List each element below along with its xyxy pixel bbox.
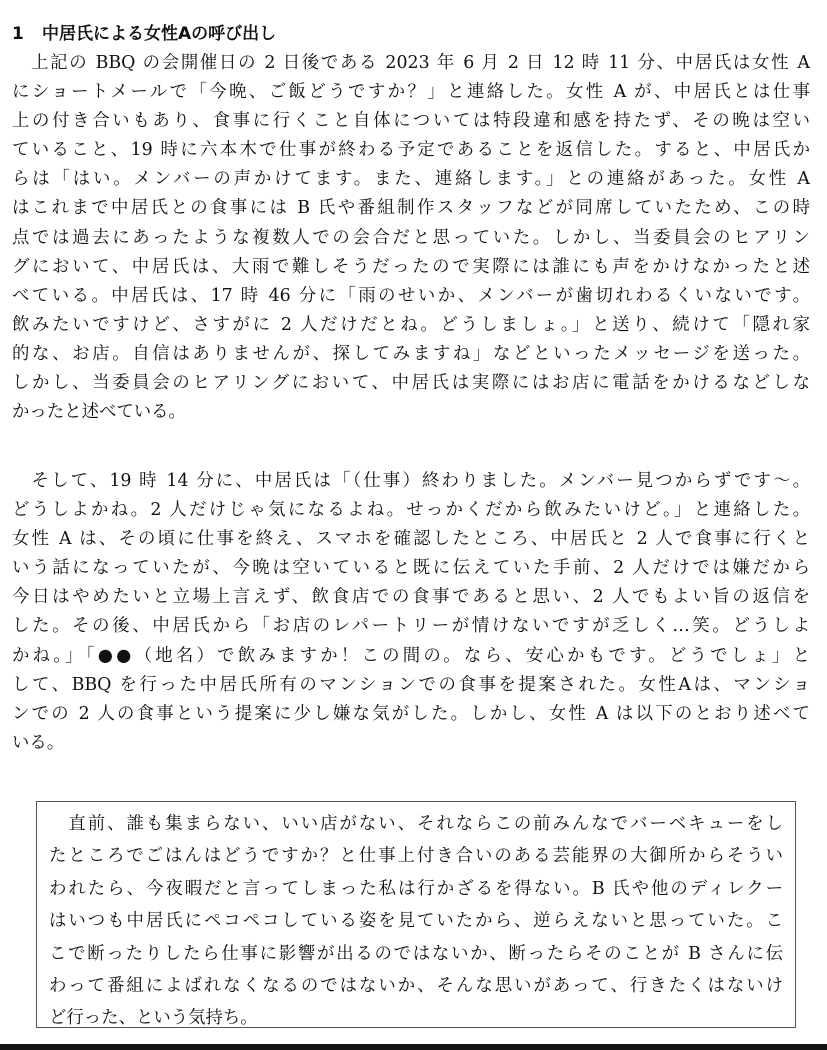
- paragraph-line: グにおいて、中居氏は、大雨で難しそうだったので実際には誰にも声をかけなかったと述: [12, 256, 810, 277]
- bottom-edge-bar: [0, 1044, 827, 1050]
- section-heading: [12, 21, 276, 47]
- paragraph-line: らは「はい。メンバーの声かけてます。また、連絡します。」との連絡があった。女性 A: [12, 169, 810, 190]
- paragraph-line: 今日はやめたいと立場上言えず、飲食店での食事であると思い、2 人でもよい旨の返信を: [12, 587, 810, 608]
- paragraph-line: 飲みたいですけど、さすがに 2 人だけだとね。どうしましょ。」と送り、続けて「隠れ家: [12, 314, 810, 335]
- paragraph-line: 上記の BBQ の会開催日の 2 日後である 2023 年 6 月 2 日 12 時 11 分、中居氏は女性 A: [12, 53, 810, 73]
- paragraph-line: かね。」「●●（地名）で飲みますか！この間の。なら、安心かもです。どうでしょ」と: [12, 645, 810, 666]
- paragraph-line: 的な、お店。自信はありませんが、探してみますね」などといったメッセージを送った。: [12, 343, 810, 364]
- paragraph-line: 上の付き合いもあり、食事に行くこと自体については特段違和感を持たず、その晩は空い: [12, 111, 810, 132]
- paragraph-line: 点では過去にあったような複数人での会合だと思っていた。しかし、当委員会のヒアリン: [12, 227, 810, 248]
- quote-line: わって番組によばれなくなるのではないか、そんな思いがあって、行きたくはないけ: [49, 975, 783, 996]
- quote-line: こで断ったりしたら仕事に影響が出るのではないか、断ったらそのことが B さんに伝: [49, 943, 783, 964]
- paragraph-line: しかし、当委員会のヒアリングにおいて、中居氏は実際にはお店に電話をかけるなどしな: [12, 373, 810, 394]
- quote-line: 直前、誰も集まらない、いい店がない、それならこの前みんなでバーベキューをし: [49, 814, 783, 834]
- paragraph-line: いう話になっていたが、今晩は空いていると既に伝えていた手前、2 人だけでは嫌だから: [12, 558, 810, 579]
- section-title: 中居氏による女性Aの呼び出し: [42, 24, 277, 44]
- paragraph-line: ていること、19 時に六本木で仕事が終わる予定であることを返信した。すると、中居氏か: [12, 140, 810, 161]
- quote-line: ど行った、という気持ち。: [49, 1008, 258, 1029]
- paragraph-line: どうしよかね。2 人だけじゃ気になるよね。せっかくだから飲みたいけど。」と連絡した。: [12, 500, 810, 521]
- paragraph-line: して、BBQ を行った中居氏所有のマンションでの食事を提案された。女性Aは、マンショ: [12, 674, 810, 695]
- paragraph-line: にショートメールで「今晩、ご飯どうですか？」と連絡した。女性 A が、中居氏とは仕事: [12, 82, 810, 103]
- section-number: 1: [12, 24, 24, 44]
- paragraph-line: べている。中居氏は、17 時 46 分に「雨のせいか、メンバーが歯切れわるくいないです。: [12, 285, 810, 306]
- quote-line: はいつも中居氏にペコペコしている姿を見ていたから、逆らえないと思っていた。こ: [49, 911, 783, 932]
- paragraph-line: そして、19 時 14 分に、中居氏は「（仕事）終わりました。メンバー見つからずです～。: [12, 471, 810, 491]
- paragraph-1: [12, 49, 810, 427]
- paragraph-line: かったと述べている。: [12, 402, 186, 423]
- paragraph-line: ンでの 2 人の食事という提案に少し嫌な気がした。しかし、女性 A は以下のとおり述べて: [12, 703, 810, 724]
- paragraph-line: いる。: [12, 732, 65, 753]
- quote-box: [36, 801, 796, 1028]
- quote-line: たところでごはんはどうですか？と仕事上付き合いのある芸能界の大御所からそうい: [49, 846, 783, 867]
- quote-text: [49, 808, 783, 1035]
- paragraph-2: [12, 467, 810, 758]
- paragraph-line: した。その後、中居氏から「お店のレパートリーが情けないですが乏しく…笑。どうしよ: [12, 616, 810, 637]
- quote-line: われたら、今夜暇だと言ってしまった私は行かざるを得ない。B 氏や他のディレクー: [49, 878, 783, 899]
- paragraph-line: はこれまで中居氏との食事には B 氏や番組制作スタッフなどが同席していたため、この時: [12, 198, 810, 219]
- paragraph-line: 女性 A は、その頃に仕事を終え、スマホを確認したところ、中居氏と 2 人で食事に行くと: [12, 529, 810, 550]
